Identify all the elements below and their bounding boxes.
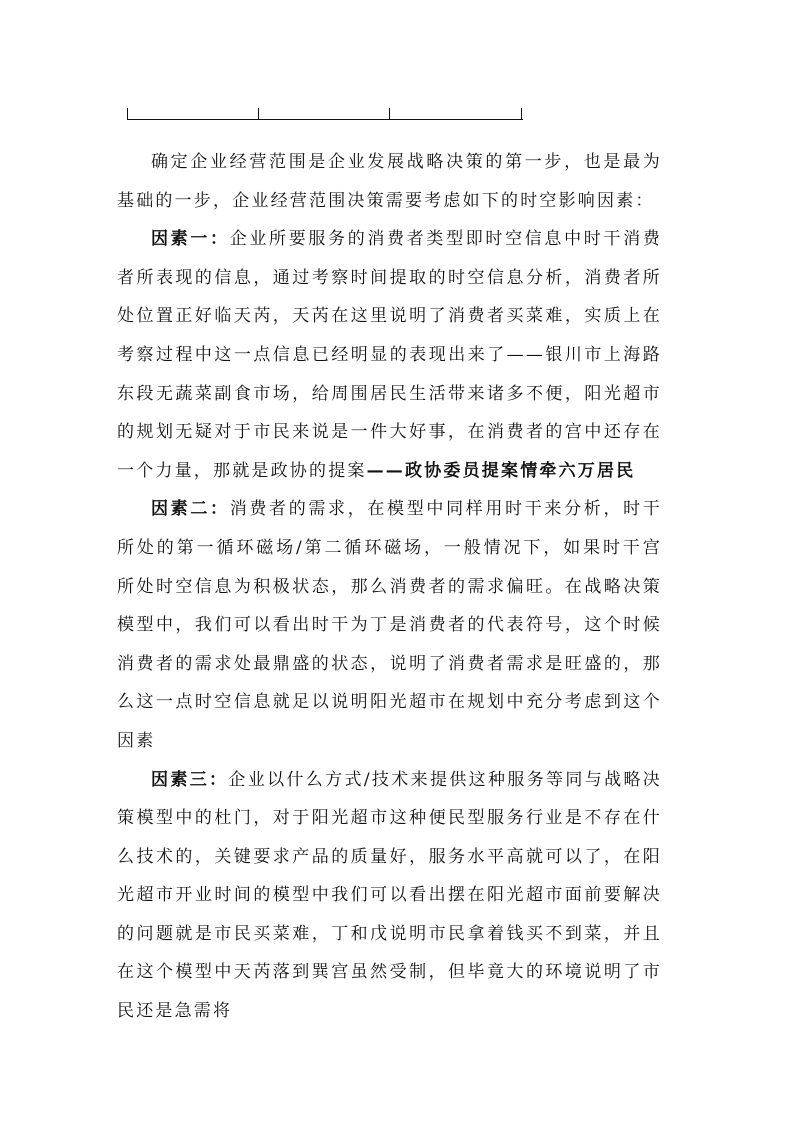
factor-paragraph-3 <box>117 761 662 1031</box>
factor-paragraph-2 <box>117 490 662 760</box>
factor-text: 消费者的需求，在模型中同样用时干来分析，时干所处的第一循环磁场/第二循环磁场，一般情况下，如果时干宫所处时空信息为积极状态，那么消费者的需求偏旺。在战略决策模型中，我们可以看出时干为丁是消费者的代表符号，这个时候消费者的需求处最鼎盛的状态，说明了消费者需求是旺盛的，那么这一点时空信息就足以说明阳光超市在规划中充分考虑到这个因素 <box>117 499 662 751</box>
factor-label: 因素一： <box>151 229 230 250</box>
factor-emphasis: ——政协委员提案情牵六万居民 <box>366 460 636 481</box>
factor-text: 企业以什么方式/技术来提供这种服务等同与战略决策模型中的杜门，对于阳光超市这种便民型服务行业是不存在什么技术的，关键要求产品的质量好，服务水平高就可以了，在阳光超市开业时间的模型中我们可以看出摆在阳光超市面前要解决的问题就是市民买菜难，丁和戊说明市民拿着钱买不到菜，并且在这个模型中天芮落到巽宫虽然受制，但毕竟大的环境说明了市民还是急需将 <box>117 769 662 1022</box>
table-cell-divider <box>521 108 522 120</box>
factor-paragraph-1 <box>117 220 662 490</box>
table-bottom-border <box>127 108 523 120</box>
factor-text: 企业所要服务的消费者类型即时空信息中时干消费者所表现的信息，通过考察时间提取的时空信息分析，消费者所处位置正好临天芮，天芮在这里说明了消费者买菜难，实质上在考察过程中这一点信息已经明显的表现出来了——银川市上海路东段无蔬菜副食市场，给周围居民生活带来诸多不便，阳光超市的规划无疑对于市民来说是一件大好事，在消费者的宫中还存在一个力量，那就是政协的提案 <box>117 229 662 481</box>
intro-paragraph: 确定企业经营范围是企业发展战略决策的第一步，也是最为基础的一步，企业经营范围决策需要考虑如下的时空影响因素： <box>117 152 662 211</box>
factor-label: 因素二： <box>151 499 230 520</box>
table-bottom-rule <box>127 119 523 120</box>
table-cell-divider <box>258 108 259 120</box>
factor-label: 因素三： <box>151 769 229 790</box>
document-body <box>117 143 662 1031</box>
table-cell-divider <box>127 108 128 120</box>
table-cell-divider <box>389 108 390 120</box>
